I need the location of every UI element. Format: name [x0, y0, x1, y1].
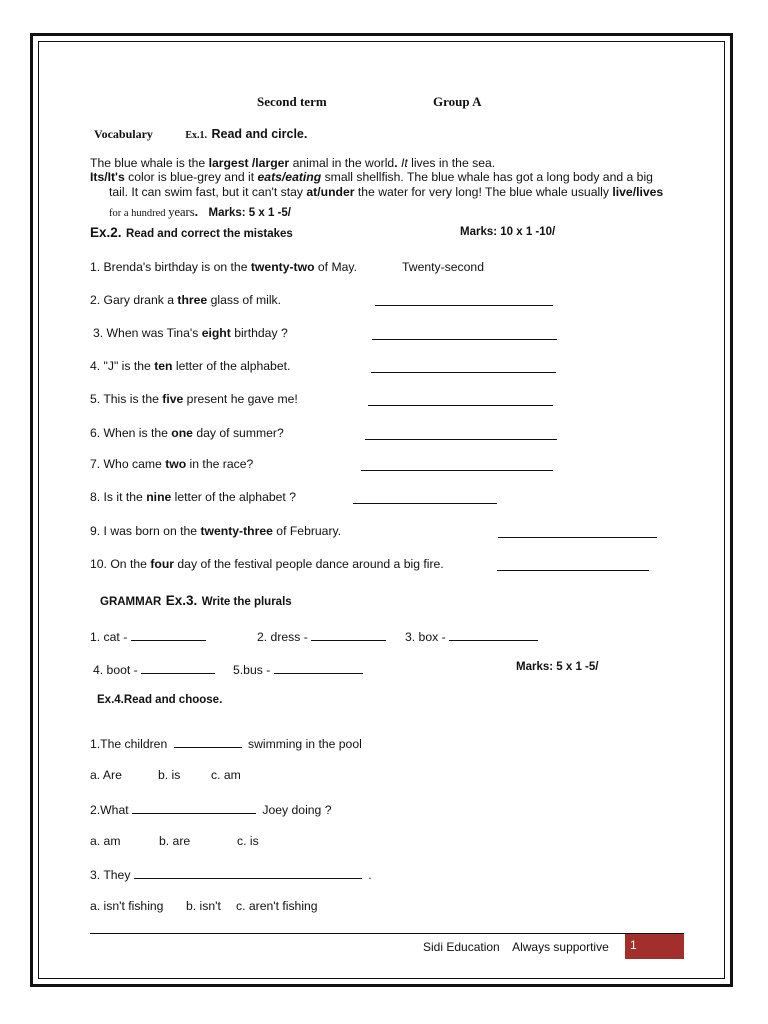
ex4-q3-option-c[interactable]: c. aren't fishing	[236, 899, 318, 913]
ex2-item-3: 3. When was Tina's eight birthday ?	[93, 326, 288, 340]
vocabulary-label: Vocabulary	[94, 127, 153, 141]
choice-largest-larger[interactable]: largest /larger	[208, 156, 290, 170]
plural-item-dress: 2. dress -	[257, 628, 386, 644]
ex2-item-6: 6. When is the one day of summer?	[90, 426, 284, 440]
ex4-q2-option-c[interactable]: c. is	[237, 834, 259, 848]
footer-tagline: Always supportive	[512, 940, 609, 954]
ex4-q1-blank[interactable]	[174, 735, 242, 748]
ex4-q1-option-c[interactable]: c. am	[211, 768, 241, 782]
ex3-marks: Marks: 5 x 1 -5/	[516, 661, 599, 673]
ex4-q3-option-b[interactable]: b. isn't	[186, 899, 221, 913]
ex2-title: Read and correct the mistakes	[125, 228, 293, 240]
ex2-item-1: 1. Brenda's birthday is on the twenty-two of May.	[90, 260, 357, 274]
ex3-heading	[100, 592, 292, 610]
footer-rule	[90, 933, 684, 934]
ex2-item-8: 8. Is it the nine letter of the alphabet ?	[90, 490, 296, 504]
ex2-item-6-blank[interactable]	[365, 427, 557, 440]
plural-box-blank[interactable]	[449, 628, 538, 641]
ex2-item-4: 4. "J" is the ten letter of the alphabet.	[90, 359, 291, 373]
plural-cat-blank[interactable]	[131, 628, 206, 641]
group-heading: Group A	[433, 94, 482, 109]
plural-item-cat: 1. cat -	[90, 628, 206, 644]
ex1-paragraph-line-3: tail. It can swim fast, but it can't stay at/under the water for very long! The blue whale usually live/lives	[109, 185, 664, 199]
ex1-label: Ex.1.	[185, 130, 208, 141]
footer-brand: Sidi Education	[423, 940, 500, 954]
ex2-item-9-blank[interactable]	[498, 525, 657, 538]
choice-eats-eating[interactable]: eats/eating	[257, 170, 322, 184]
ex2-label: Ex.2.	[90, 225, 122, 240]
ex2-item-4-blank[interactable]	[371, 360, 556, 373]
ex2-item-2-blank[interactable]	[375, 293, 553, 306]
choice-live-lives[interactable]: live/lives	[612, 185, 664, 199]
ex4-q1-option-b[interactable]: b. is	[158, 768, 181, 782]
ex1-paragraph-line-2: Its/It's color is blue-grey and it eats/eating small shellfish. The blue whale has got a long body and a big	[90, 170, 653, 184]
ex4-q2-option-a[interactable]: a. am	[90, 834, 121, 848]
ex2-item-7-blank[interactable]	[361, 458, 553, 471]
ex4-q2-blank[interactable]	[132, 801, 256, 814]
ex2-item-1-answer: Twenty-second	[402, 260, 484, 274]
ex4-q2-option-b[interactable]: b. are	[159, 834, 191, 848]
ex2-item-3-blank[interactable]	[372, 327, 557, 340]
ex1-title: Read and circle.	[211, 127, 308, 141]
ex2-item-9: 9. I was born on the twenty-three of February.	[90, 524, 342, 538]
ex4-question-2: 2.What Joey doing ?	[90, 803, 332, 817]
grammar-label: GRAMMAR	[100, 596, 162, 608]
term-heading: Second term	[257, 94, 327, 109]
ex2-item-5: 5. This is the five present he gave me!	[90, 392, 298, 406]
ex2-item-7: 7. Who came two in the race?	[90, 457, 254, 471]
ex4-q1-option-a[interactable]: a. Are	[90, 768, 122, 782]
ex4-heading: Ex.4.Read and choose.	[97, 694, 223, 706]
ex1-marks: Marks: 5 x 1 -5/	[208, 207, 291, 219]
page-number-badge	[625, 934, 684, 959]
plural-item-box: 3. box -	[405, 628, 538, 644]
ex1-paragraph-line-4: for a hundred years. Marks: 5 x 1 -5/	[109, 205, 291, 219]
ex4-q3-blank[interactable]	[134, 866, 362, 879]
choice-its-it-s[interactable]: Its/It's	[90, 170, 125, 184]
ex2-item-8-blank[interactable]	[353, 491, 497, 504]
ex4-q3-option-a[interactable]: a. isn't fishing	[90, 899, 164, 913]
plural-dress-blank[interactable]	[311, 628, 386, 641]
ex1-heading	[94, 125, 307, 143]
ex4-question-1: 1.The children swimming in the pool	[90, 737, 362, 751]
ex2-heading	[90, 224, 293, 242]
plural-bus-blank[interactable]	[274, 661, 363, 674]
page-number: 1	[630, 938, 637, 952]
plural-item-boot: 4. boot -	[93, 661, 215, 677]
ex2-item-10: 10. On the four day of the festival people dance around a big fire.	[90, 557, 444, 571]
footer-credit	[423, 940, 609, 954]
ex2-marks: Marks: 10 x 1 -10/	[460, 226, 556, 238]
ex1-paragraph-line-1: The blue whale is the largest /larger animal in the world. It lives in the sea.	[90, 156, 496, 170]
ex2-item-2: 2. Gary drank a three glass of milk.	[90, 293, 282, 307]
plural-item-bus: 5.bus -	[233, 661, 363, 677]
ex3-title: Write the plurals	[201, 596, 292, 608]
plural-boot-blank[interactable]	[141, 661, 215, 674]
ex2-item-10-blank[interactable]	[497, 558, 649, 571]
ex4-question-3: 3. They .	[90, 868, 372, 882]
ex2-item-5-blank[interactable]	[368, 393, 553, 406]
ex3-label: Ex.3.	[165, 593, 198, 608]
choice-at-under[interactable]: at/under	[306, 185, 355, 199]
